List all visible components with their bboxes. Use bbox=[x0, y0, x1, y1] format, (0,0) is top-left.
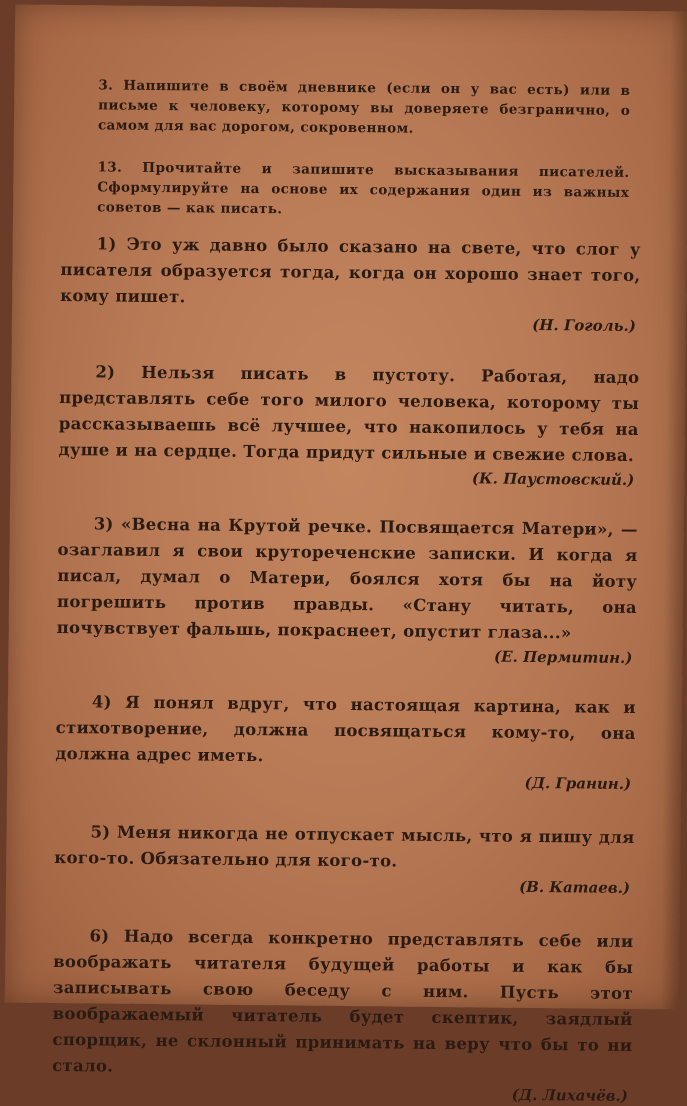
quote-6 bbox=[52, 923, 634, 1105]
quote-4-text: 4) Я понял вдруг, что настоящая картина, как и стихотворение, должна посвящаться кому-то, она должна адрес иметь. bbox=[55, 692, 637, 766]
quote-3-text: 3) «Весна на Крутой речке. Посвящается Матери», — озаглавил я свои крутореченские записки. И когда я писал, думал о Матери, боялся хотя бы на йоту погрешить против правды. «Стану читать, она почувствует фальшь, покраснеет, опустит глаза...» bbox=[56, 514, 638, 643]
quote-6-author: (Д. Лихачёв.) bbox=[511, 1085, 628, 1105]
quote-5-text: 5) Меня никогда не отпускает мысль, что я пишу для кого-то. Обязательно для кого-то. bbox=[54, 822, 635, 871]
quote-4 bbox=[55, 689, 636, 793]
task-13-paragraph: 13. Прочитайте и запишите высказывания писателей. Сформулируйте на основе их содержания один из важных советов — как писать. bbox=[97, 159, 630, 218]
task-3-paragraph: 3. Напишите в своём дневнике (если он у вас есть) или в письме к человеку, которому вы доверяете безгранично, о самом для вас дорогом, сокровенном. bbox=[97, 77, 631, 137]
quote-1-text: 1) Это уж давно было сказано на свете, что слог у писателя образуется тогда, когда он хорошо знает того, кому пишет. bbox=[60, 234, 641, 307]
quote-3 bbox=[56, 511, 638, 667]
quote-2-author: (К. Паустовский.) bbox=[471, 469, 635, 490]
page-content bbox=[52, 75, 643, 1105]
quote-4-author: (Д. Гранин.) bbox=[524, 773, 632, 793]
quote-1-author: (Н. Гоголь.) bbox=[532, 315, 637, 336]
quote-2-text: 2) Нельзя писать в пустоту. Работая, надо представлять себе того милого человека, которому ты рассказываешь всё лучшее, что накопилось у тебя на душе и на сердце. Тогда придут сильные и свежие слова. bbox=[58, 362, 640, 466]
quote-1 bbox=[60, 231, 641, 335]
quote-5-author: (В. Катаев.) bbox=[519, 877, 631, 897]
quote-5 bbox=[54, 819, 635, 897]
quote-3-author: (Е. Пермитин.) bbox=[493, 647, 633, 667]
quote-2 bbox=[58, 359, 639, 489]
quote-6-text: 6) Надо всегда конкретно представлять себе или воображать читателя будущей работы и как бы записывать свою беседу с ним. Пусть этот воображаемый читатель будет скептик, заядлый спорщик, не склонный принимать на веру что бы то ни стало. bbox=[52, 926, 634, 1076]
page-edge-shadow bbox=[661, 11, 687, 1009]
book-page bbox=[5, 4, 687, 1105]
